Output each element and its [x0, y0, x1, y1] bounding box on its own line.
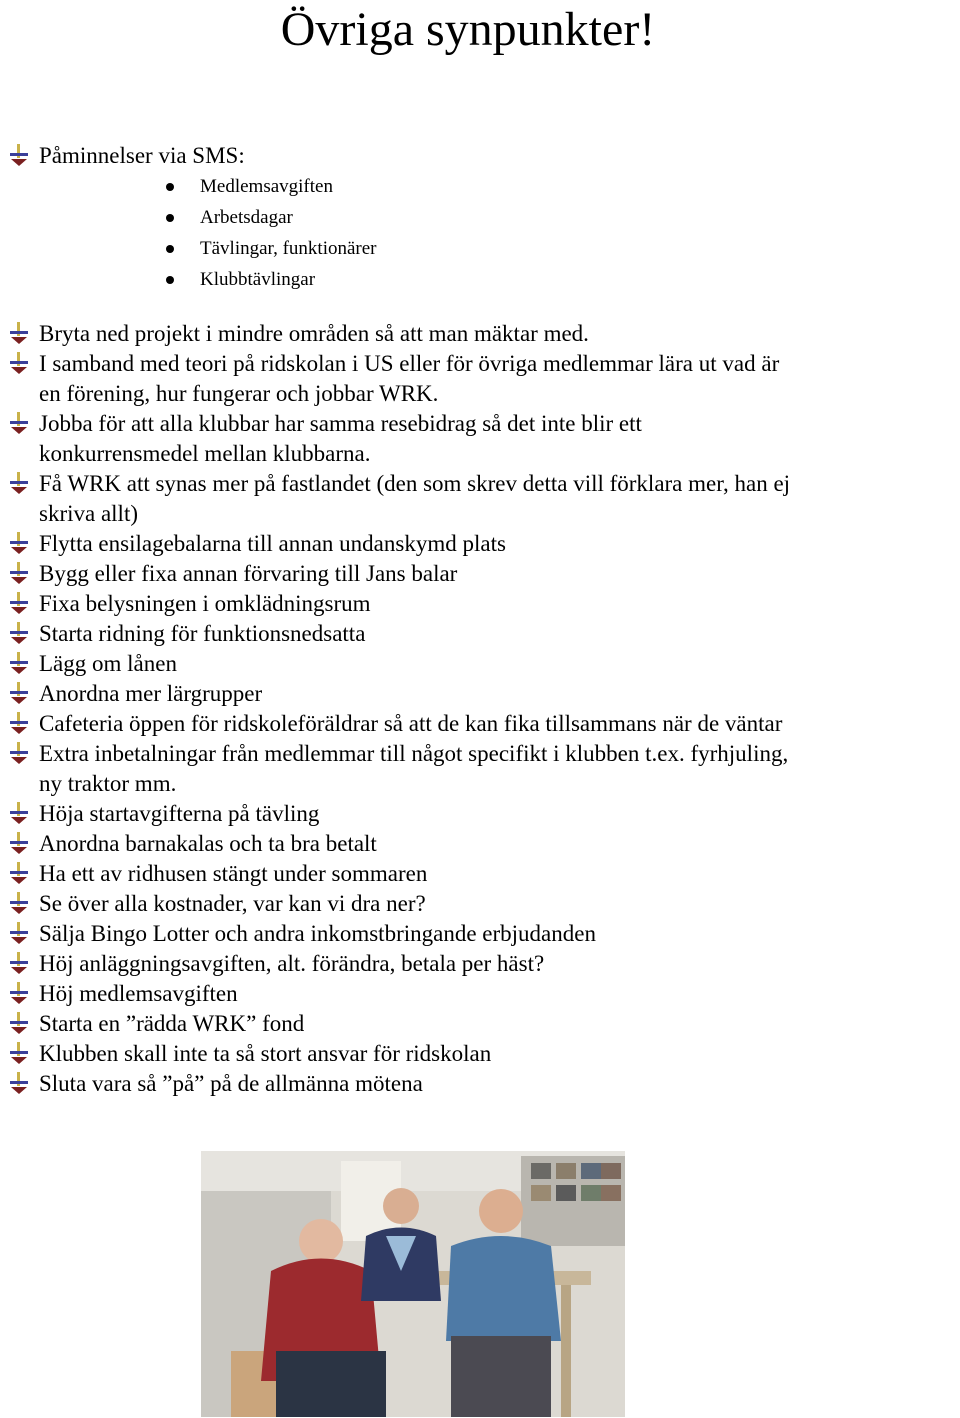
- bullet-dot-icon: [166, 245, 174, 253]
- sms-subitem: Arbetsdagar: [39, 202, 960, 233]
- push-pin-arrow-icon: [8, 952, 30, 974]
- sms-subitem: Tävlingar, funktionärer: [39, 233, 960, 264]
- list-item-text: Cafeteria öppen för ridskoleföräldrar så att de kan fika tillsammans när de väntar: [39, 711, 783, 736]
- list-item-text: en förening, hur fungerar och jobbar WRK.: [39, 381, 439, 406]
- sms-subitem: Klubbtävlingar: [39, 264, 960, 295]
- list-item: [0, 589, 960, 619]
- list-item-text: I samband med teori på ridskolan i US eller för övriga medlemmar lära ut vad är: [39, 351, 780, 376]
- sms-sublist: [39, 171, 960, 295]
- push-pin-arrow-icon: [8, 862, 30, 884]
- bullet-dot-icon: [166, 276, 174, 284]
- list-item: [0, 979, 960, 1009]
- list-item: [0, 619, 960, 649]
- list-item: [0, 949, 960, 979]
- list-item-text: ny traktor mm.: [39, 771, 177, 796]
- list-item-text: Starta ridning för funktionsnedsatta: [39, 621, 366, 646]
- meeting-photo: [201, 1151, 625, 1417]
- list-item-text: skriva allt): [39, 501, 138, 526]
- list-item-text: Sluta vara så ”på” på de allmänna mötena: [39, 1071, 423, 1096]
- page-title: Övriga synpunkter!: [280, 3, 656, 56]
- list-item-text: Se över alla kostnader, var kan vi dra ner?: [39, 891, 426, 916]
- sms-subitem: Medlemsavgiften: [39, 171, 960, 202]
- push-pin-arrow-icon: [8, 682, 30, 704]
- push-pin-arrow-icon: [8, 832, 30, 854]
- list-item: [0, 529, 960, 559]
- list-item: [0, 1009, 960, 1039]
- list-item: [0, 799, 960, 829]
- list-item-text: Lägg om lånen: [39, 651, 177, 676]
- push-pin-arrow-icon: [8, 1072, 30, 1094]
- list-item-text: Höj medlemsavgiften: [39, 981, 238, 1006]
- list-item: [0, 859, 960, 889]
- bullet-dot-icon: [166, 214, 174, 222]
- list-item-text: Anordna mer lärgrupper: [39, 681, 263, 706]
- push-pin-arrow-icon: [8, 892, 30, 914]
- list-item: [0, 919, 960, 949]
- list-item-text: Höj anläggningsavgiften, alt. förändra, betala per häst?: [39, 951, 545, 976]
- list-item-text: Flytta ensilagebalarna till annan undanskymd plats: [39, 531, 506, 556]
- push-pin-arrow-icon: [8, 712, 30, 734]
- push-pin-arrow-icon: [8, 352, 30, 374]
- list-item-text: Klubben skall inte ta så stort ansvar för ridskolan: [39, 1041, 492, 1066]
- push-pin-arrow-icon: [8, 652, 30, 674]
- push-pin-arrow-icon: [8, 562, 30, 584]
- push-pin-arrow-icon: [8, 982, 30, 1004]
- list-item-text: Bryta ned projekt i mindre områden så att man mäktar med.: [39, 321, 589, 346]
- list-item-text: Ha ett av ridhusen stängt under sommaren: [39, 861, 428, 886]
- list-item-text: Extra inbetalningar från medlemmar till något specifikt i klubben t.ex. fyrhjuling,: [39, 741, 789, 766]
- list-item-text: konkurrensmedel mellan klubbarna.: [39, 441, 371, 466]
- list-item: [0, 319, 960, 349]
- list-item: [0, 649, 960, 679]
- push-pin-arrow-icon: [8, 742, 30, 764]
- list-item: [0, 349, 960, 409]
- list-item-text: Anordna barnakalas och ta bra betalt: [39, 831, 377, 856]
- push-pin-arrow-icon: [8, 922, 30, 944]
- push-pin-arrow-icon: [8, 1012, 30, 1034]
- list-item: [0, 889, 960, 919]
- list-item: [0, 1069, 960, 1099]
- list-item: [0, 1039, 960, 1069]
- list-item-text: Höja startavgifterna på tävling: [39, 801, 320, 826]
- push-pin-arrow-icon: [8, 1042, 30, 1064]
- list-item-sms: [0, 141, 960, 295]
- push-pin-arrow-icon: [8, 592, 30, 614]
- list-item: [0, 559, 960, 589]
- list-item-text: Jobba för att alla klubbar har samma resebidrag så det inte blir ett: [39, 411, 642, 436]
- list-item: [0, 679, 960, 709]
- list-item-text: Starta en ”rädda WRK” fond: [39, 1011, 305, 1036]
- list-item-text: Få WRK att synas mer på fastlandet (den som skrev detta vill förklara mer, han ej: [39, 471, 791, 496]
- push-pin-arrow-icon: [8, 622, 30, 644]
- sms-label: Påminnelser via SMS:: [39, 143, 245, 168]
- bullet-dot-icon: [166, 183, 174, 191]
- opinions-list: [0, 141, 960, 1099]
- list-item: [0, 739, 960, 799]
- list-item: [0, 829, 960, 859]
- list-item: [0, 469, 960, 529]
- push-pin-arrow-icon: [8, 472, 30, 494]
- list-item: [0, 709, 960, 739]
- list-item-text: Sälja Bingo Lotter och andra inkomstbringande erbjudanden: [39, 921, 596, 946]
- list-item-text: Fixa belysningen i omklädningsrum: [39, 591, 371, 616]
- push-pin-arrow-icon: [8, 802, 30, 824]
- push-pin-arrow-icon: [8, 322, 30, 344]
- push-pin-arrow-icon: [8, 412, 30, 434]
- push-pin-arrow-icon: [8, 144, 30, 166]
- list-item: [0, 409, 960, 469]
- push-pin-arrow-icon: [8, 532, 30, 554]
- list-item-text: Bygg eller fixa annan förvaring till Jans balar: [39, 561, 458, 586]
